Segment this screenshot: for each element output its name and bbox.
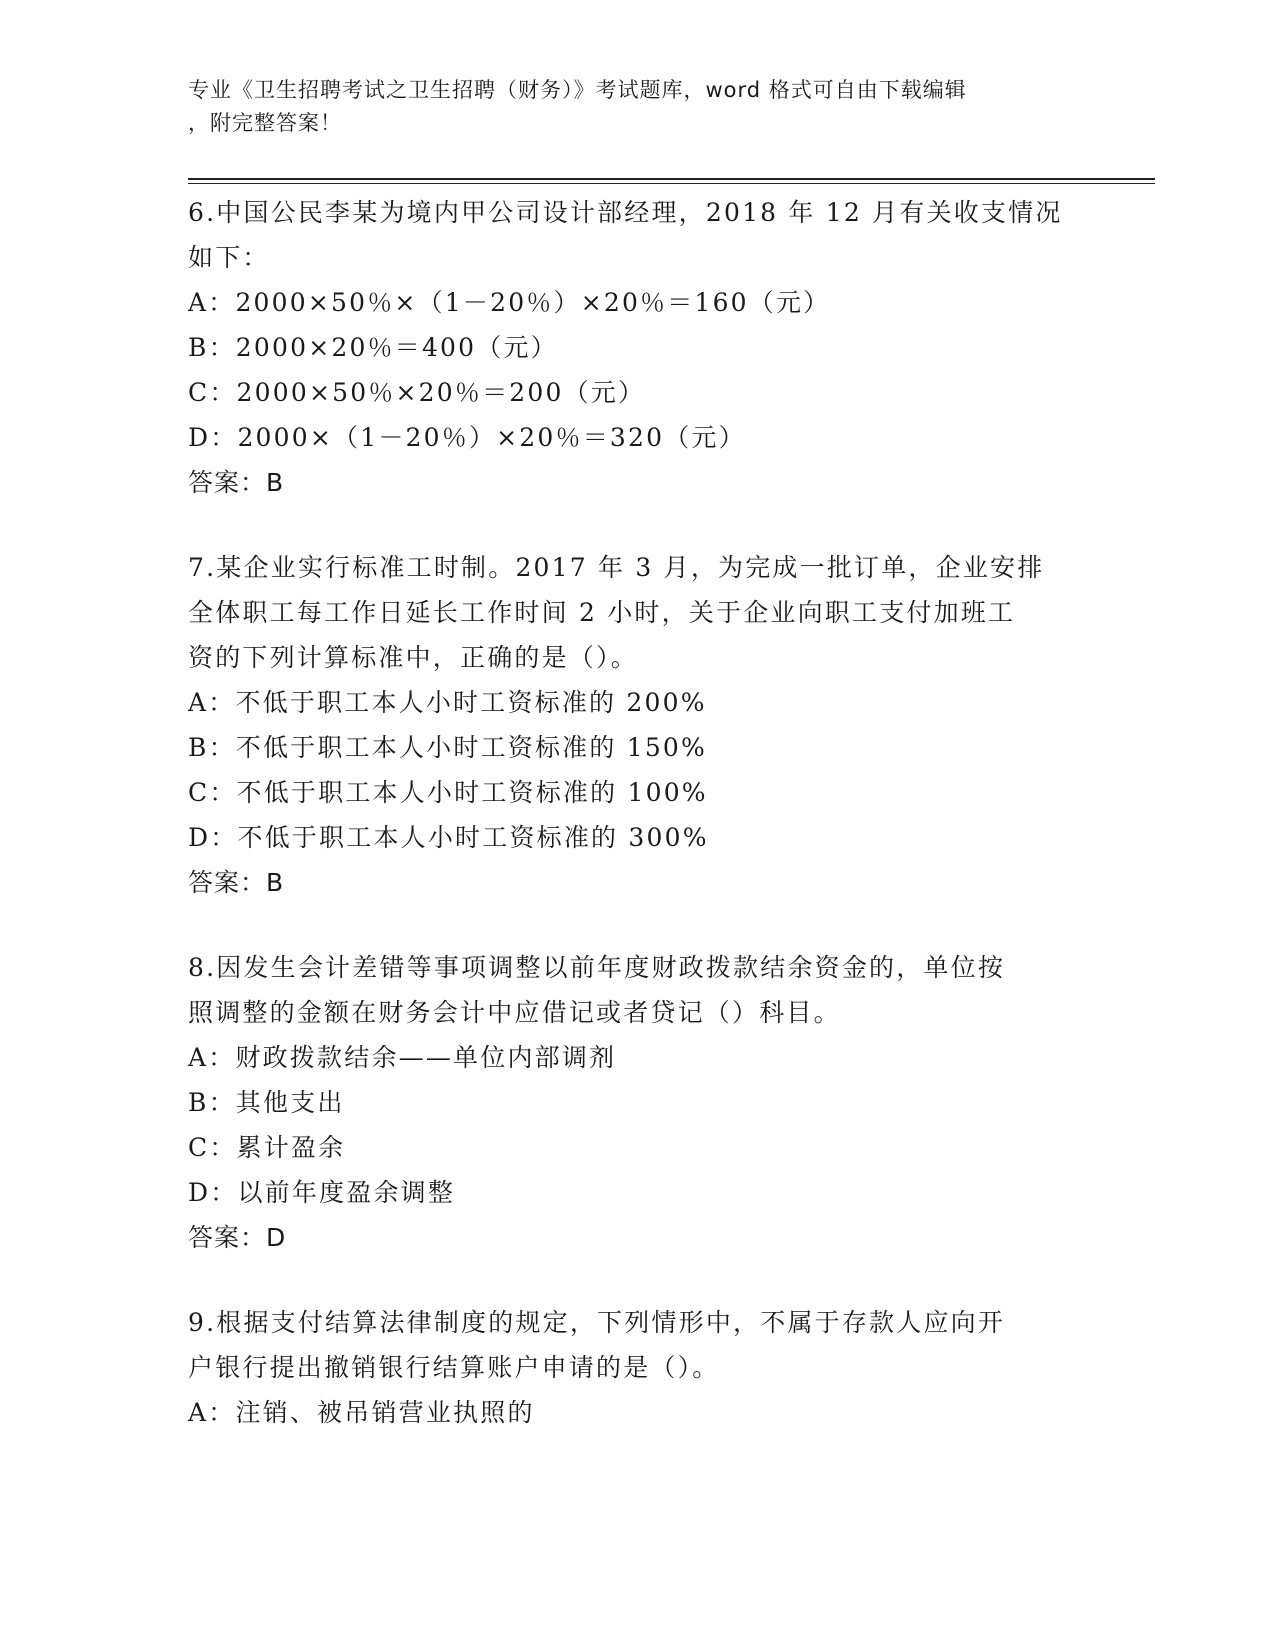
- question-stem: 7.某企业实行标准工时制。2017 年 3 月，为完成一批订单，企业安排 全体职工每工作日延长工作时间 2 小时，关于企业向职工支付加班工 资的下列计算标准中，正确的是（）。: [188, 553, 1045, 672]
- question-7: [188, 545, 1088, 905]
- option-a: A：2000×50％×（1－20％）×20％＝160（元）: [188, 288, 831, 317]
- question-9: [188, 1300, 1088, 1435]
- option-b: B：2000×20％＝400（元）: [188, 333, 558, 362]
- question-8: [188, 945, 1088, 1260]
- option-b: B：不低于职工本人小时工资标准的 150%: [188, 733, 707, 762]
- answer: 答案：B: [188, 468, 285, 497]
- option-d: D：以前年度盈余调整: [188, 1178, 456, 1207]
- question-list: [188, 190, 1088, 1475]
- question-6: [188, 190, 1088, 505]
- option-b: B：其他支出: [188, 1088, 345, 1117]
- answer: 答案：B: [188, 868, 285, 897]
- option-d: D：不低于职工本人小时工资标准的 300%: [188, 823, 709, 852]
- question-stem: 8.因发生会计差错等事项调整以前年度财政拨款结余资金的，单位按 照调整的金额在财务会计中应借记或者贷记（）科目。: [188, 953, 1006, 1027]
- option-d: D：2000×（1－20％）×20％＝320（元）: [188, 423, 746, 452]
- question-stem: 9.根据支付结算法律制度的规定，下列情形中，不属于存款人应向开 户银行提出撤销银行结算账户申请的是（）。: [188, 1308, 1006, 1382]
- option-a: A：注销、被吊销营业执照的: [188, 1398, 535, 1427]
- option-c: C：累计盈余: [188, 1133, 346, 1162]
- option-a: A：不低于职工本人小时工资标准的 200%: [188, 688, 707, 717]
- option-c: C：不低于职工本人小时工资标准的 100%: [188, 778, 708, 807]
- option-a: A：财政拨款结余——单位内部调剂: [188, 1043, 617, 1072]
- document-header: 专业《卫生招聘考试之卫生招聘（财务）》考试题库，word 格式可自由下载编辑 ，附完整答案！: [188, 78, 967, 135]
- header-divider-thick: [188, 178, 1155, 180]
- option-c: C：2000×50％×20％＝200（元）: [188, 378, 646, 407]
- question-stem: 6.中国公民李某为境内甲公司设计部经理，2018 年 12 月有关收支情况 如下：: [188, 198, 1063, 272]
- answer: 答案：D: [188, 1223, 287, 1252]
- header-divider-thin: [188, 183, 1155, 184]
